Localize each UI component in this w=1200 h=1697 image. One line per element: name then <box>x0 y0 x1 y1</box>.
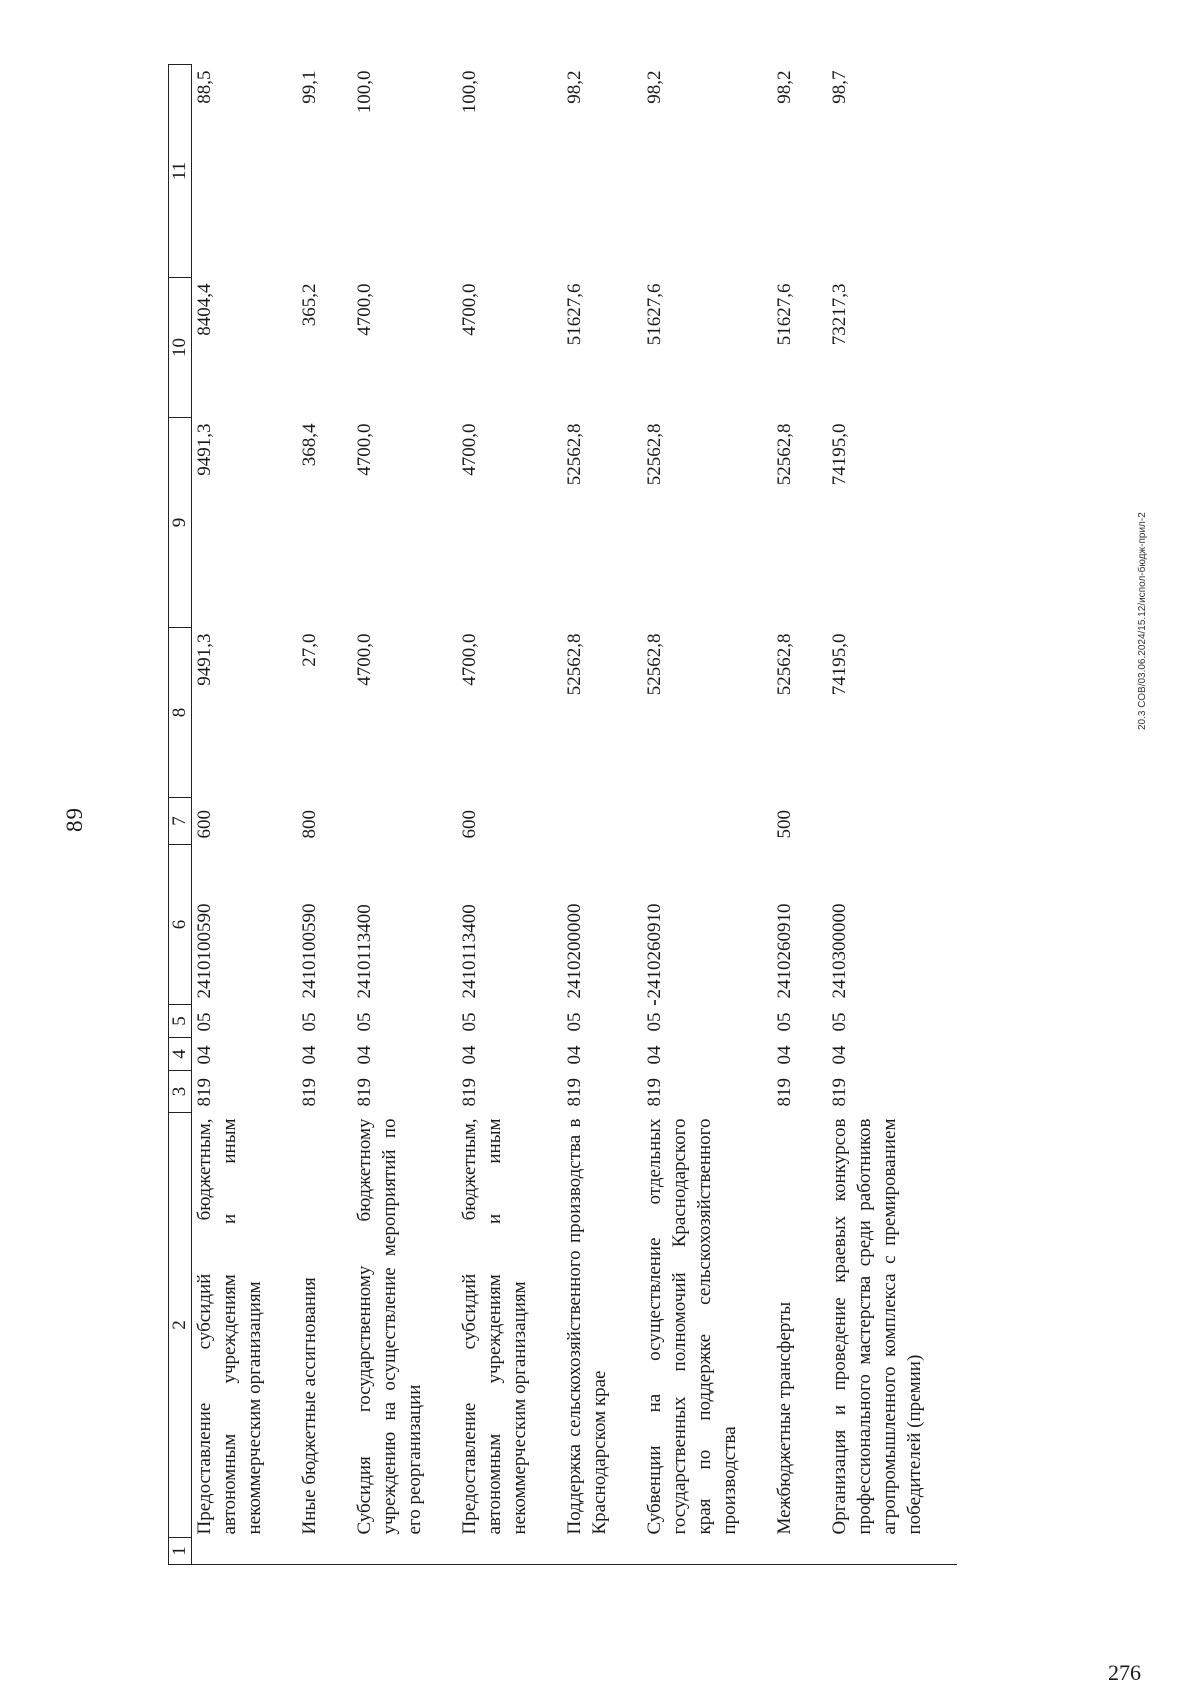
page-number-center: 89 <box>62 807 87 832</box>
cell-col1 <box>642 1538 772 1565</box>
cell-ved: 819 <box>194 1078 215 1107</box>
table-row <box>457 65 562 1565</box>
cell-name: Иные бюджетные ассигнования <box>299 1277 320 1535</box>
cell-rz: 04 <box>354 1045 375 1065</box>
cell-col10: 4700,0 <box>459 283 480 336</box>
cell-vr <box>827 798 957 845</box>
col-header-10: 10 <box>169 278 192 418</box>
cell-col8: 4700,0 <box>459 633 480 686</box>
cell-ved: 819 <box>564 1078 585 1107</box>
table-row <box>297 65 352 1565</box>
table-row <box>192 65 298 1565</box>
cell-csr: 2410113400 <box>354 904 375 999</box>
cell-col11: 98,7 <box>829 70 850 104</box>
cell-col9: 4700,0 <box>354 423 375 476</box>
cell-pr: 05 <box>299 1012 320 1032</box>
rotated-table-container <box>168 65 957 1565</box>
cell-vr: 600 <box>194 810 215 839</box>
col-header-11: 11 <box>169 65 192 278</box>
cell-rz: 04 <box>459 1045 480 1065</box>
cell-col11: 99,1 <box>299 70 320 104</box>
cell-rz: 04 <box>644 1045 665 1065</box>
col-header-2: 2 <box>169 1113 192 1538</box>
cell-rz: 04 <box>564 1045 585 1065</box>
col-header-1: 1 <box>169 1538 192 1565</box>
cell-csr: 2410100590 <box>299 903 320 999</box>
cell-col8: 52562,8 <box>644 633 665 696</box>
cell-name: Организация и проведение краевых конкурсов профессионального мастерства среди работников агропромышленного комплекса с премированием победителей (премии) <box>829 1118 925 1535</box>
cell-col1 <box>297 1538 352 1565</box>
cell-csr: 2410100590 <box>194 903 215 999</box>
cell-name: Предоставление субсидий бюджетным, автономным учреждениям и иным некоммерческим организациям <box>459 1118 530 1535</box>
cell-col10: 51627,6 <box>774 283 795 346</box>
cell-csr: 2410260910 <box>644 903 665 999</box>
cell-pr: 05 <box>194 1012 215 1032</box>
cell-csr: 2410200000 <box>564 903 585 999</box>
cell-name: Субсидия государственному бюджетному учреждению на осуществление мероприятий по его реорганизации <box>354 1118 425 1535</box>
cell-col8: 9491,3 <box>194 633 215 686</box>
col-header-8: 8 <box>169 628 192 798</box>
cell-pr: 05 <box>564 1012 585 1032</box>
table-row <box>562 65 642 1565</box>
cell-ved: 819 <box>774 1078 795 1107</box>
cell-csr: 2410113400 <box>459 904 480 999</box>
cell-col8: 4700,0 <box>354 633 375 686</box>
cell-col1 <box>562 1538 642 1565</box>
cell-col9: 4700,0 <box>459 423 480 476</box>
cell-col11: 98,2 <box>564 70 585 104</box>
cell-col1 <box>772 1538 827 1565</box>
col-header-9: 9 <box>169 418 192 628</box>
cell-name: Предоставление субсидий бюджетным, автономным учреждениям и иным некоммерческим организациям <box>194 1118 265 1535</box>
col-header-3: 3 <box>169 1071 192 1113</box>
cell-col11: 88,5 <box>194 70 215 104</box>
col-header-7: 7 <box>169 798 192 845</box>
cell-col11: 100,0 <box>354 70 375 114</box>
cell-pr: 05 <box>644 1012 665 1032</box>
cell-name: Субвенции на осуществление отдельных государственных полномочий Краснодарского края по поддержке сельскохозяйственного производства <box>644 1118 740 1535</box>
cell-col9: 9491,3 <box>194 423 215 476</box>
cell-ved: 819 <box>354 1078 375 1107</box>
cell-name: Поддержка сельскохозяйственного производства в Краснодарском крае <box>564 1118 610 1535</box>
cell-csr: 2410260910 <box>774 903 795 999</box>
cell-col10: 51627,6 <box>564 283 585 346</box>
cell-col9: 52562,8 <box>774 423 795 486</box>
cell-pr: 05 <box>459 1012 480 1032</box>
table-row <box>352 65 457 1565</box>
cell-col9: 74195,0 <box>829 423 850 486</box>
page-number-corner: 276 <box>1108 1660 1141 1685</box>
cell-ved: 819 <box>459 1078 480 1107</box>
cell-name: Межбюджетные трансферты <box>774 1301 795 1535</box>
cell-col8: 52562,8 <box>564 633 585 696</box>
cell-vr: 600 <box>459 810 480 839</box>
cell-col1 <box>827 1538 957 1565</box>
cell-col11: 100,0 <box>459 70 480 114</box>
cell-vr: 500 <box>774 810 795 839</box>
cell-col1 <box>457 1538 562 1565</box>
budget-table <box>168 64 957 1565</box>
table-row <box>827 65 957 1565</box>
cell-pr: 05 <box>829 1012 850 1032</box>
cell-col10: 73217,3 <box>829 283 850 346</box>
cell-col8: 52562,8 <box>774 633 795 696</box>
table-row <box>642 65 772 1565</box>
cell-col11: 98,2 <box>644 70 665 104</box>
cell-vr <box>642 798 772 845</box>
col-header-6: 6 <box>169 845 192 1005</box>
cell-pr: 05 <box>354 1012 375 1032</box>
cell-col9: 52562,8 <box>644 423 665 486</box>
cell-vr <box>352 798 457 845</box>
cell-rz: 04 <box>299 1045 320 1065</box>
header-row <box>169 65 192 1565</box>
cell-col11: 98,2 <box>774 70 795 104</box>
cell-vr: 800 <box>299 810 320 839</box>
cell-ved: 819 <box>829 1078 850 1107</box>
cell-rz: 04 <box>829 1045 850 1065</box>
cell-col10: 365,2 <box>299 283 320 327</box>
cell-col1 <box>352 1538 457 1565</box>
cell-rz: 04 <box>774 1045 795 1065</box>
cell-pr: 05 <box>774 1012 795 1032</box>
cell-rz: 04 <box>194 1045 215 1065</box>
cell-ved: 819 <box>644 1078 665 1107</box>
cell-vr <box>562 798 642 845</box>
cell-col9: 52562,8 <box>564 423 585 486</box>
cell-col8: 74195,0 <box>829 633 850 696</box>
cell-col10: 51627,6 <box>644 283 665 346</box>
cell-col8: 27,0 <box>299 633 320 667</box>
cell-col10: 4700,0 <box>354 283 375 336</box>
file-path-footer: 20.3 СОВ/03.06.2024/15.12/испол-бюдж-прил-2 <box>1137 512 1148 730</box>
cell-col9: 368,4 <box>299 423 320 467</box>
cell-col10: 8404,4 <box>194 283 215 336</box>
cell-ved: 819 <box>299 1078 320 1107</box>
col-header-5: 5 <box>169 1005 192 1038</box>
cell-col1 <box>192 1538 298 1565</box>
col-header-4: 4 <box>169 1038 192 1071</box>
table-row <box>772 65 827 1565</box>
cell-csr: 2410300000 <box>829 903 850 999</box>
